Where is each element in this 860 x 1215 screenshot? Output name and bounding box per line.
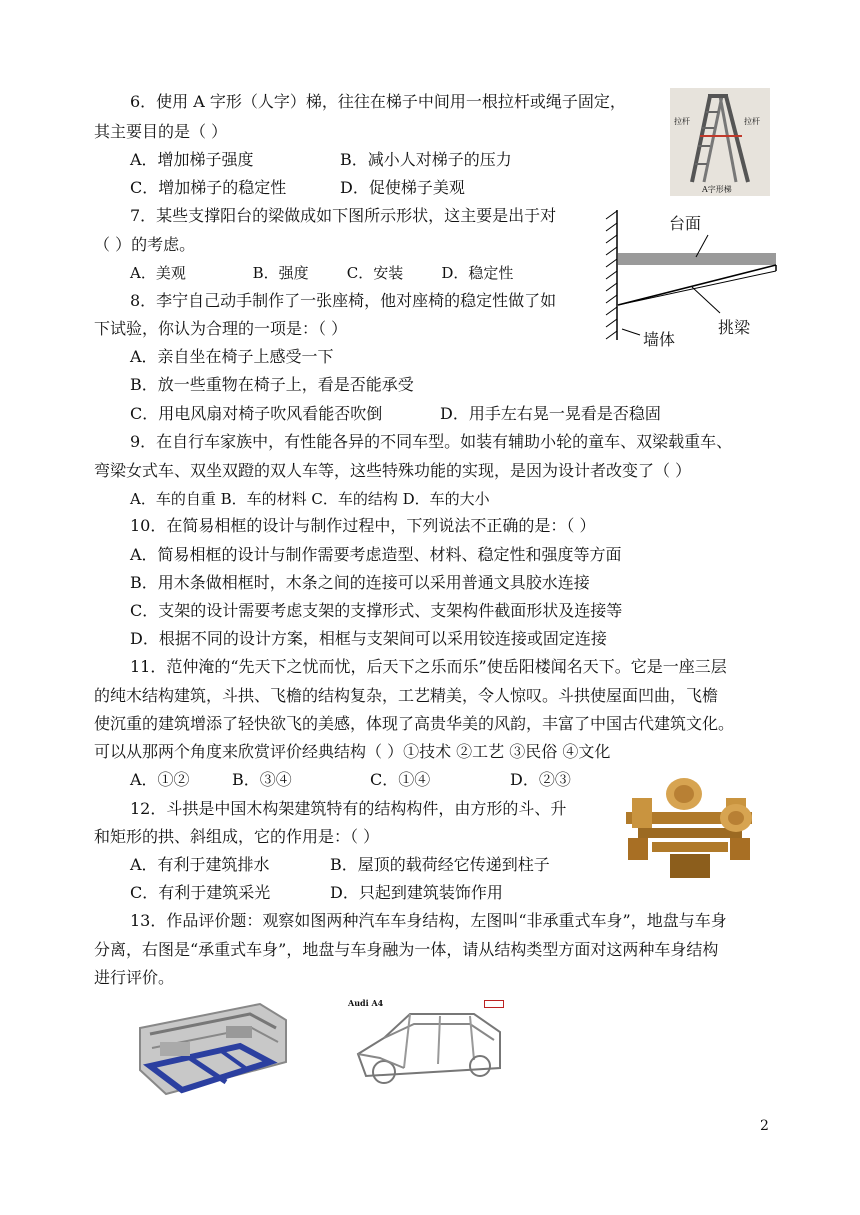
beam-label-top: 台面 <box>669 214 702 233</box>
q11-stem-line4: 可以从那两个角度来欣赏评价经典结构（ ）①技术 ②工艺 ③民俗 ④文化 <box>94 742 611 761</box>
page-number: 2 <box>760 1118 769 1134</box>
beam-label-beam: 挑梁 <box>718 318 751 337</box>
q6-option-c: C．增加梯子的稳定性 <box>130 178 287 197</box>
q6-option-a: A．增加梯子强度 <box>130 150 254 169</box>
q11-option-c: C．①④ <box>370 770 431 789</box>
q10-option-d: D．根据不同的设计方案，相框与支架间可以采用铰连接或固定连接 <box>130 629 607 648</box>
q8-stem-line1: 8．李宁自己动手制作了一张座椅，他对座椅的稳定性做了如 <box>130 291 557 310</box>
unibody-figure <box>344 998 508 1092</box>
ladder-icon <box>670 88 770 196</box>
q6-option-d: D．促使梯子美观 <box>340 178 465 197</box>
q12-option-b: B．屋顶的载荷经它传递到柱子 <box>330 855 550 874</box>
q11-option-a: A．①② <box>130 770 190 789</box>
q9-stem-line2: 弯梁女式车、双坐双蹬的双人车等，这些特殊功能的实现，是因为设计者改变了（ ） <box>94 461 692 480</box>
q12-stem-line2: 和矩形的拱、斜组成，它的作用是：（ ） <box>94 827 380 846</box>
dougong-icon <box>618 772 760 890</box>
car-chassis-icon <box>130 998 288 1106</box>
q6-option-b: B．减小人对梯子的压力 <box>340 150 512 169</box>
q7-stem-line2: （ ）的考虑。 <box>94 235 196 254</box>
q8-option-b: B．放一些重物在椅子上，看是否能承受 <box>130 375 414 394</box>
q8-option-d: D．用手左右晃一晃看是否稳固 <box>440 404 661 423</box>
q9-options: A．车的自重 B．车的材料 C．车的结构 D．车的大小 <box>130 490 490 508</box>
q8-option-c: C．用电风扇对椅子吹风看能否吹倒 <box>130 404 383 423</box>
q9-stem-line1: 9．在自行车家族中，有性能各异的不同车型。如装有辅助小轮的童车、双梁载重车、 <box>130 432 733 451</box>
q11-option-b: B．③④ <box>232 770 292 789</box>
ladder-label-right: 拉杆 <box>744 117 760 126</box>
q8-option-a: A．亲自坐在椅子上感受一下 <box>130 347 334 366</box>
q7-options: A．美观 B．强度 C．安装 D．稳定性 <box>130 264 514 282</box>
q7-stem-line1: 7．某些支撑阳台的梁做成如下图所示形状，这主要是出于对 <box>130 206 557 225</box>
cantilever-beam-figure <box>600 205 785 350</box>
ladder-label-left: 拉杆 <box>674 117 690 126</box>
dougong-bracket-figure <box>618 772 760 890</box>
body-on-frame-figure <box>130 998 288 1106</box>
q13-stem-line3: 进行评价。 <box>94 968 175 987</box>
q12-option-d: D．只起到建筑装饰作用 <box>330 883 503 902</box>
q13-stem-line1: 13．作品评价题：观察如图两种汽车车身结构，左图叫“非承重式车身”，地盘与车身 <box>130 911 727 930</box>
audi-logo-icon <box>484 1000 504 1008</box>
q11-stem-line3: 使沉重的建筑增添了轻快欲飞的美感，体现了高贵华美的风韵，丰富了中国古代建筑文化。 <box>94 714 735 733</box>
q10-stem: 10．在简易相框的设计与制作过程中，下列说法不正确的是：（ ） <box>130 516 596 535</box>
q11-stem-line2: 的纯木结构建筑，斗拱、飞檐的结构复杂，工艺精美，令人惊叹。斗拱使屋面凹曲，飞檐 <box>94 686 719 705</box>
q10-option-c: C．支架的设计需要考虑支架的支撑形式、支架构件截面形状及连接等 <box>130 601 623 620</box>
a-frame-ladder-figure <box>670 88 770 196</box>
q6-stem-line1: 6．使用 A 字形（人字）梯，往往在梯子中间用一根拉杆或绳子固定， <box>130 92 626 111</box>
beam-label-wall: 墙体 <box>643 330 676 349</box>
q11-stem-line1: 11．范仲淹的“先天下之忧而忧，后天下之乐而乐”使岳阳楼闻名天下。它是一座三层 <box>130 657 727 676</box>
car-figure-title: Audi A4 <box>348 998 384 1008</box>
q10-option-a: A．简易相框的设计与制作需要考虑造型、材料、稳定性和强度等方面 <box>130 545 622 564</box>
q12-stem-line1: 12．斗拱是中国木构架建筑特有的结构构件，由方形的斗、升 <box>130 799 567 818</box>
q8-stem-line2: 下试验，你认为合理的一项是：（ ） <box>94 319 348 338</box>
car-body-icon <box>344 998 508 1092</box>
q6-stem-line2: 其主要目的是（ ） <box>94 122 228 141</box>
ladder-caption: A字形梯 <box>702 185 732 194</box>
q13-stem-line2: 分离，右图是“承重式车身”，地盘与车身融为一体，请从结构类型方面对这两种车身结构 <box>94 940 719 959</box>
q12-option-a: A．有利于建筑排水 <box>130 855 270 874</box>
q11-option-d: D．②③ <box>510 770 571 789</box>
q10-option-b: B．用木条做相框时，木条之间的连接可以采用普通文具胶水连接 <box>130 573 590 592</box>
q12-option-c: C．有利于建筑采光 <box>130 883 271 902</box>
